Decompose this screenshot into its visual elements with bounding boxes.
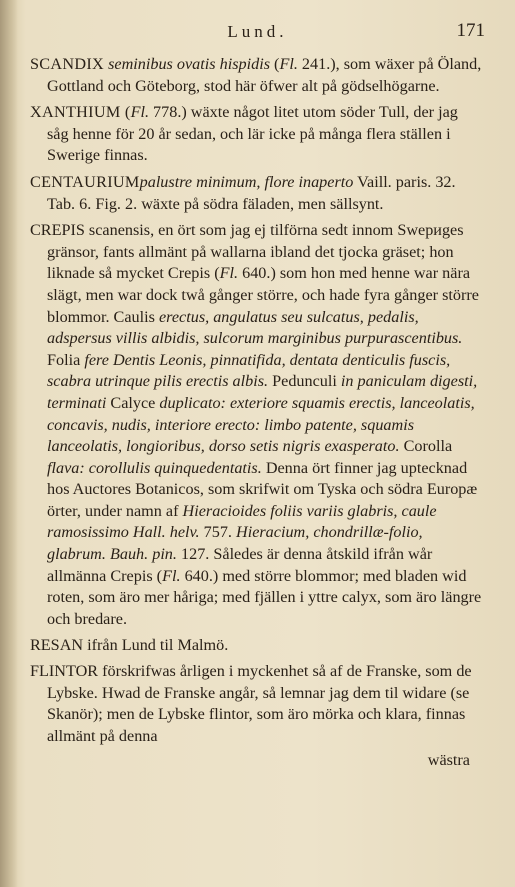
flora-ref: Fl. xyxy=(130,103,149,122)
flora-ref: Fl. xyxy=(279,55,298,73)
keyword-xanthium: XANTHIUM ( xyxy=(30,103,131,122)
keyword-centaurium: CENTAURIUM xyxy=(30,172,140,191)
page-header xyxy=(30,22,485,44)
body-text xyxy=(30,54,482,772)
catch-word: wästra xyxy=(427,751,470,770)
page-number: 171 xyxy=(456,20,485,41)
binding-gutter xyxy=(0,0,18,887)
entry-resan: RESAN ifrån Lund til Malmö. xyxy=(30,636,229,655)
entry-crepis: CREPIS scanensis, en ört som jag ej tilförna sedt innom Swериges gränsor, fants allmänt på wallarna ibland det tjocka gräset; hon liknade så mycket Crepis (Fl. 640.) som hon med henne war nära slägt, men war dock twå gånger större, och hade fyra gånger större blommor. Caulis erectus, angulatus seu sulcatus, pedalis, adspersus villis albidis, sulcorum marginibus purpurascentibus. Folia fere Dentis Leonis, pinnatifida, dentata denticulis fuscis, scabra utrinque pilis erectis albis. Pedunculi in paniculam digesti, terminati Calyce duplicato: exteriore squamis erectis, lanceolatis, concavis, nudis, interiore erecto: limbo patente, squamis lanceolatis, longioribus, dorso setis nigris exasperato. Corolla flava: corollulis quinquedentatis. Denna ört finner jag uptecknad hos Auctores Botanicos, som skrifwit om Tyska och södra Europæ örter, under namn af Hieracioides foliis variis glabris, caule ramosissimo Hall. helv. 757. Hieracium, chondrillæ-folio, glabrum. Bauh. pin. 127. Således är denna åtskild ifrån wår allmänna Crepis (Fl. 640.) med större blommor; med bladen wid roten, som äro mer håriga; med fjällen i yttre calyx, som äro längre och bredare. xyxy=(30,221,482,628)
latin-phrase: seminibus ovatis hispidis xyxy=(108,55,270,73)
keyword-scandix: SCANDIX xyxy=(30,55,105,73)
entry-centaurium: CENTAURIUMpalustre minimum, flore inaperto Vaill. paris. 32. Tab. 6. Fig. 2. wäxte på södra fäladen, men sällsynt. xyxy=(30,172,456,213)
entry-scandix: SCANDIX seminibus ovatis hispidis (Fl. 241.), som wäxer på Öland, Gottland och Göteborg, stod här öfwer alt på gödselhögarne. xyxy=(30,55,482,95)
running-head: Lund. xyxy=(227,22,288,41)
latin-phrase: palustre minimum, flore inaperto xyxy=(139,172,354,191)
entry-xanthium: XANTHIUM (Fl. 778.) wäxte något litet utom söder Tull, der jag såg henne för 20 år sedan, och lär icke på många flera ställen i Swerige finnas. xyxy=(30,103,458,165)
entry-flintor: FLINTOR förskrifwas årligen i myckenhet så af de Franske, som de Lybske. Hwad de Franske angår, så lemnar jag dem til widare (se Skanör); men de Lybske flintor, som äro mörka och klara, finnas allmänt på denna xyxy=(30,662,472,745)
